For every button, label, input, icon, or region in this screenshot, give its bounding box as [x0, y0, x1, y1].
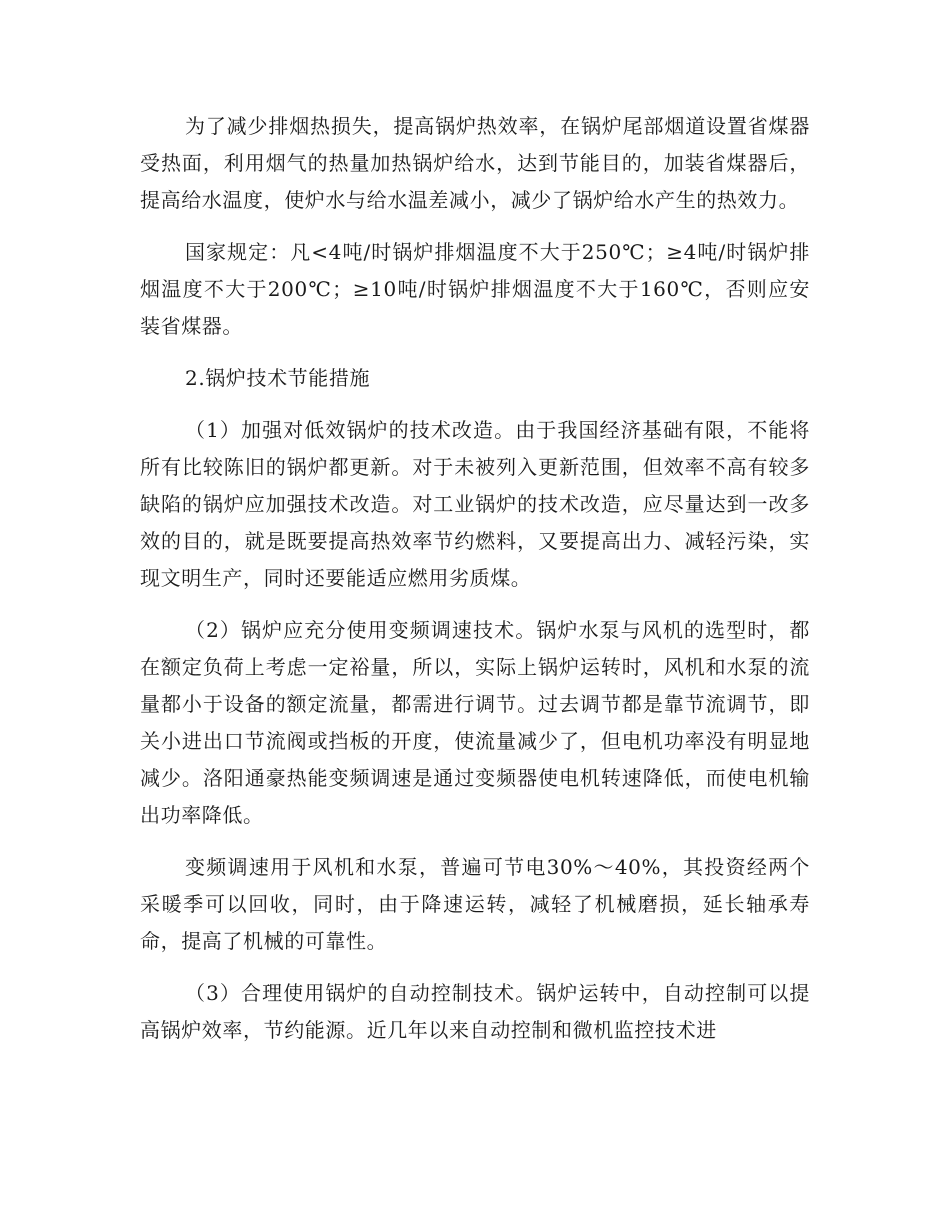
document-body	[140, 108, 810, 1064]
paragraph-automatic-control: （3）合理使用锅炉的自动控制技术。锅炉运转中，自动控制可以提高锅炉效率，节约能源。近几年以来自动控制和微机监控技术进	[140, 981, 810, 1042]
paragraph-variable-frequency-savings: 变频调速用于风机和水泵，普遍可节电30%～40%，其投资经两个采暖季可以回收，同时，由于降速运转，减轻了机械磨损，延长轴承寿命，提高了机械的可靠性。	[140, 855, 810, 953]
paragraph-national-regulation: 国家规定：凡<4吨/时锅炉排烟温度不大于250℃；≥4吨/时锅炉排烟温度不大于200℃；≥10吨/时锅炉排烟温度不大于160℃，否则应安装省煤器。	[140, 240, 810, 338]
section-heading-boiler-energy-saving: 2.锅炉技术节能措施	[185, 366, 371, 390]
paragraph-low-efficiency-retrofit: （1）加强对低效锅炉的技术改造。由于我国经济基础有限，不能将所有比较陈旧的锅炉都更新。对于未被列入更新范围，但效率不高有较多缺陷的锅炉应加强技术改造。对工业锅炉的技术改造，应尽量达到一改多效的目的，就是既要提高热效率节约燃料，又要提高出力、减轻污染，实现文明生产，同时还要能适应燃用劣质煤。	[140, 418, 810, 590]
paragraph-economizer-intro: 为了减少排烟热损失，提高锅炉热效率，在锅炉尾部烟道设置省煤器受热面，利用烟气的热量加热锅炉给水，达到节能目的，加装省煤器后，提高给水温度，使炉水与给水温差减小，减少了锅炉给水产生的热效力。	[140, 114, 810, 212]
paragraph-variable-frequency: （2）锅炉应充分使用变频调速技术。锅炉水泵与风机的选型时，都在额定负荷上考虑一定裕量，所以，实际上锅炉运转时，风机和水泵的流量都小于设备的额定流量，都需进行调节。过去调节都是靠节流调节，即关小进出口节流阀或挡板的开度，使流量减少了，但电机功率没有明显地减少。洛阳通豪热能变频调速是通过变频器使电机转速降低，而使电机输出功率降低。	[140, 618, 810, 827]
